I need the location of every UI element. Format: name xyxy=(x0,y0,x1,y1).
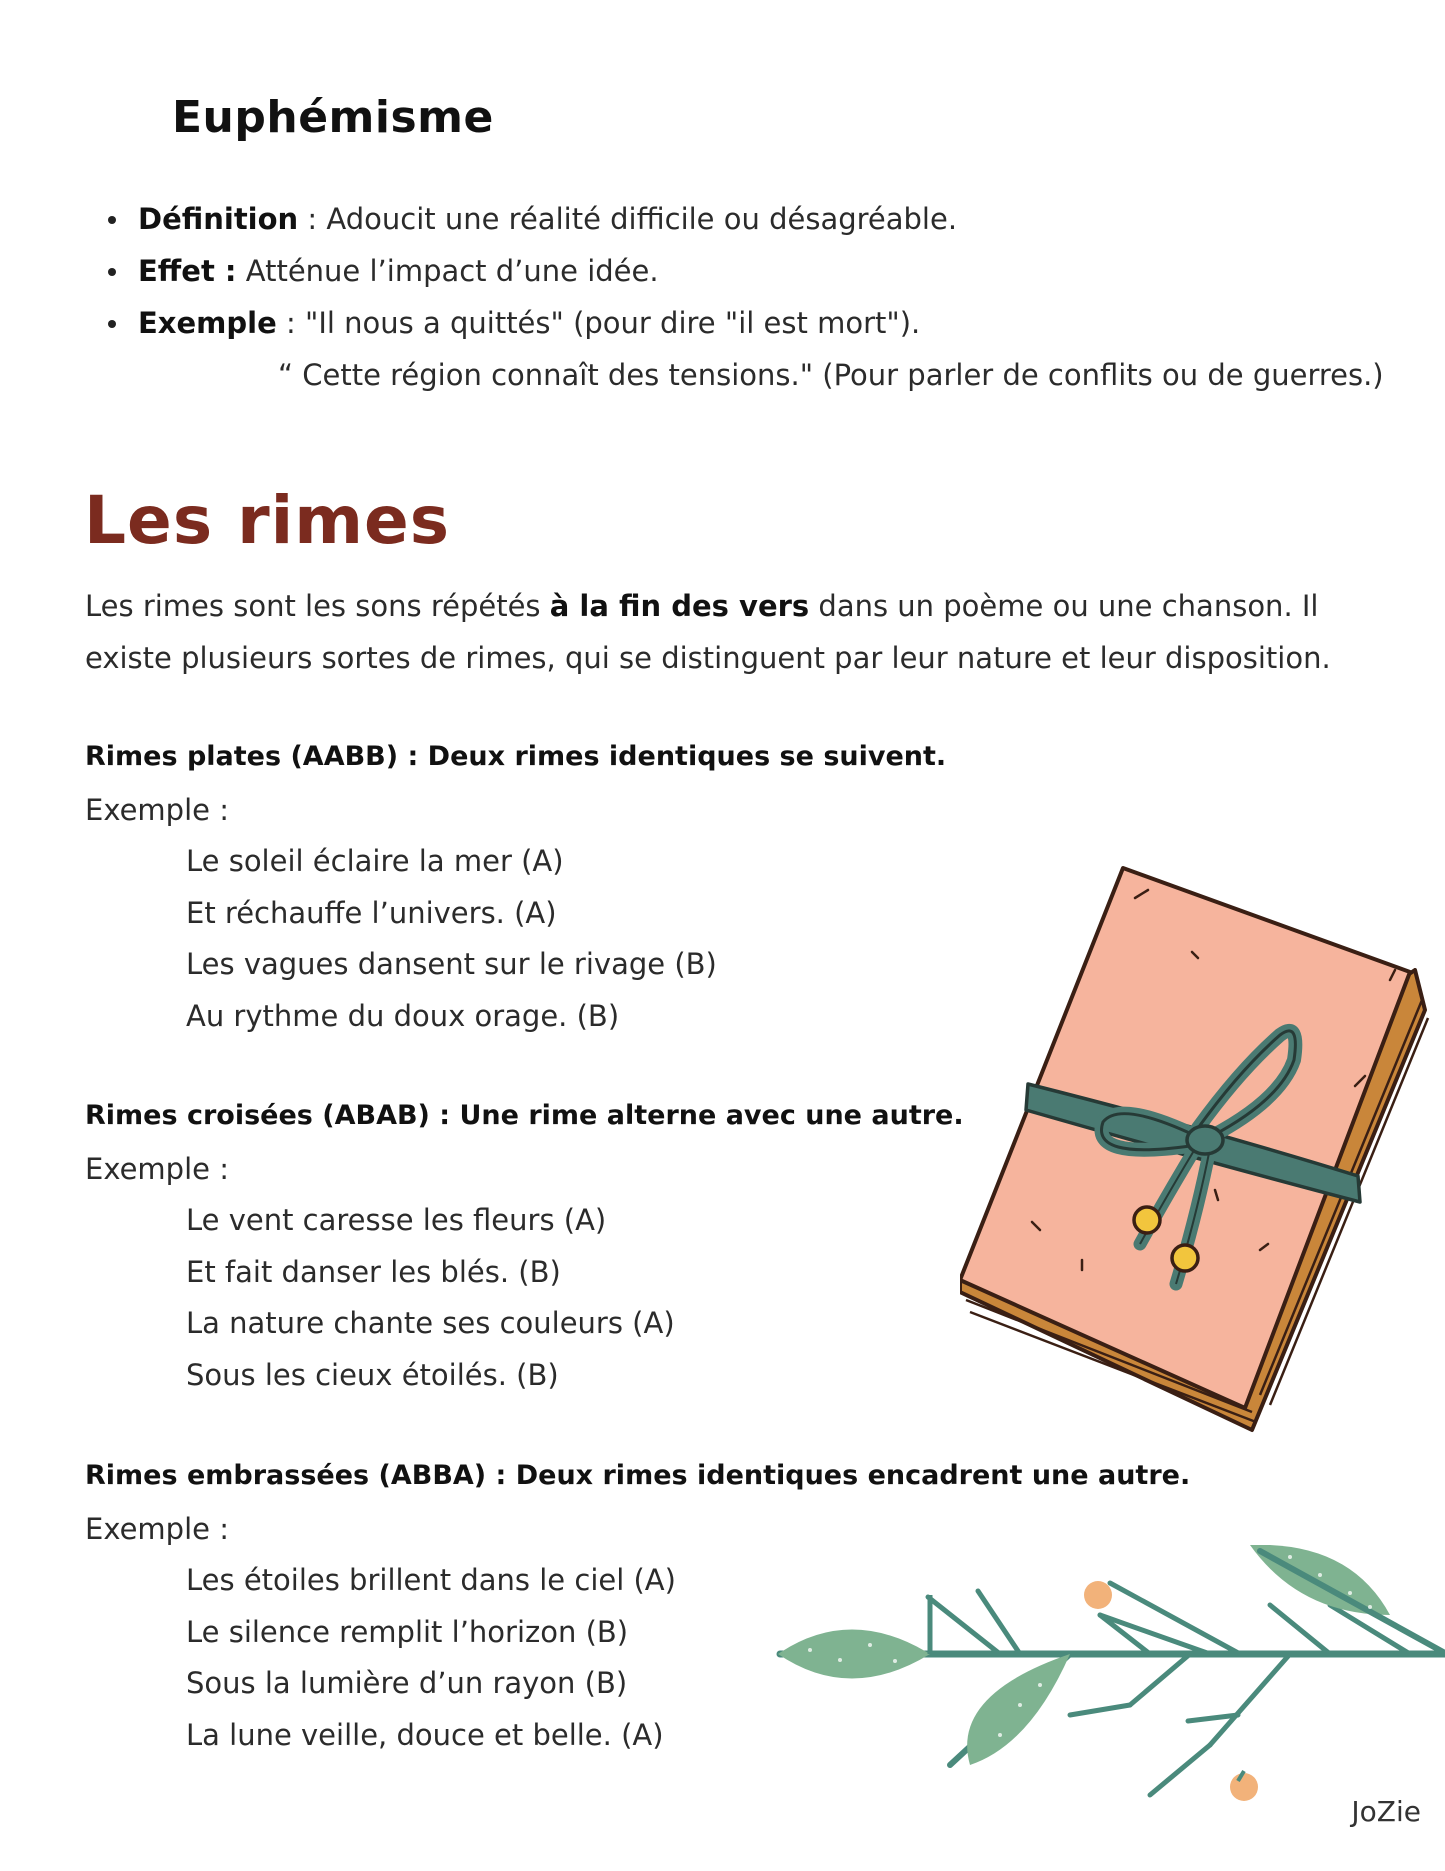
section-title-plates: Rimes plates (AABB) : Deux rimes identiques se suivent. xyxy=(85,741,947,772)
verse-line: La nature chante ses couleurs (A) xyxy=(186,1306,675,1340)
verse-line: Le soleil éclaire la mer (A) xyxy=(186,844,564,878)
verse-line: Le silence remplit l’horizon (B) xyxy=(186,1614,629,1649)
verses-plates xyxy=(186,836,717,1042)
verse-line: Et fait danser les blés. (B) xyxy=(186,1254,561,1289)
verse-line: Les étoiles brillent dans le ciel (A) xyxy=(186,1563,676,1597)
item-label: Effet : xyxy=(138,254,237,288)
verse-line: Les vagues dansent sur le rivage (B) xyxy=(186,947,717,981)
verse-line: Sous les cieux étoilés. (B) xyxy=(186,1357,559,1392)
list-item-definition xyxy=(138,193,1418,245)
verse-line: Sous la lumière d’un rayon (B) xyxy=(186,1666,628,1700)
item-text: : Adoucit une réalité difficile ou désagréable. xyxy=(298,202,958,236)
branch-illustration xyxy=(770,1545,1445,1820)
intro-text-end: dans un poème ou une chanson. Il existe plusieurs sortes de rimes, qui se distinguent par leur nature et leur disposition. xyxy=(85,589,1331,675)
item-text: Atténue l’impact d’une idée. xyxy=(236,254,659,288)
section-title-croisees: Rimes croisées (ABAB) : Une rime alterne avec une autre. xyxy=(85,1100,964,1131)
rimes-title: Les rimes xyxy=(84,482,451,559)
list-item-exemple xyxy=(138,297,1418,349)
euphemisme-list xyxy=(100,193,1418,349)
item-label: Définition xyxy=(138,202,299,236)
book-illustration xyxy=(960,860,1440,1440)
example-label: Exemple : xyxy=(85,1512,229,1546)
verses-embrassees xyxy=(186,1555,676,1761)
euphemisme-example-2: “ Cette région connaît des tensions." (Pour parler de conflits ou de guerres.) xyxy=(278,358,1384,392)
verse-line: Et réchauffe l’univers. (A) xyxy=(186,895,557,930)
signature: JoZie xyxy=(1351,1795,1421,1828)
example-label: Exemple : xyxy=(85,793,229,827)
verse-line: Au rythme du doux orage. (B) xyxy=(186,998,620,1033)
intro-text: Les rimes sont les sons répétés xyxy=(85,589,550,623)
rimes-intro xyxy=(85,580,1395,684)
list-item-effet xyxy=(138,245,1418,297)
verse-line: La lune veille, douce et belle. (A) xyxy=(186,1717,664,1752)
euphemisme-title: Euphémisme xyxy=(172,92,494,143)
item-text: : "Il nous a quittés" (pour dire "il est mort"). xyxy=(276,306,921,340)
intro-bold: à la fin des vers xyxy=(549,589,810,623)
example-label: Exemple : xyxy=(85,1152,229,1186)
verse-line: Le vent caresse les fleurs (A) xyxy=(186,1203,607,1237)
item-label: Exemple xyxy=(138,306,277,340)
section-title-embrassees: Rimes embrassées (ABBA) : Deux rimes identiques encadrent une autre. xyxy=(85,1460,1191,1491)
verses-croisees xyxy=(186,1195,675,1401)
